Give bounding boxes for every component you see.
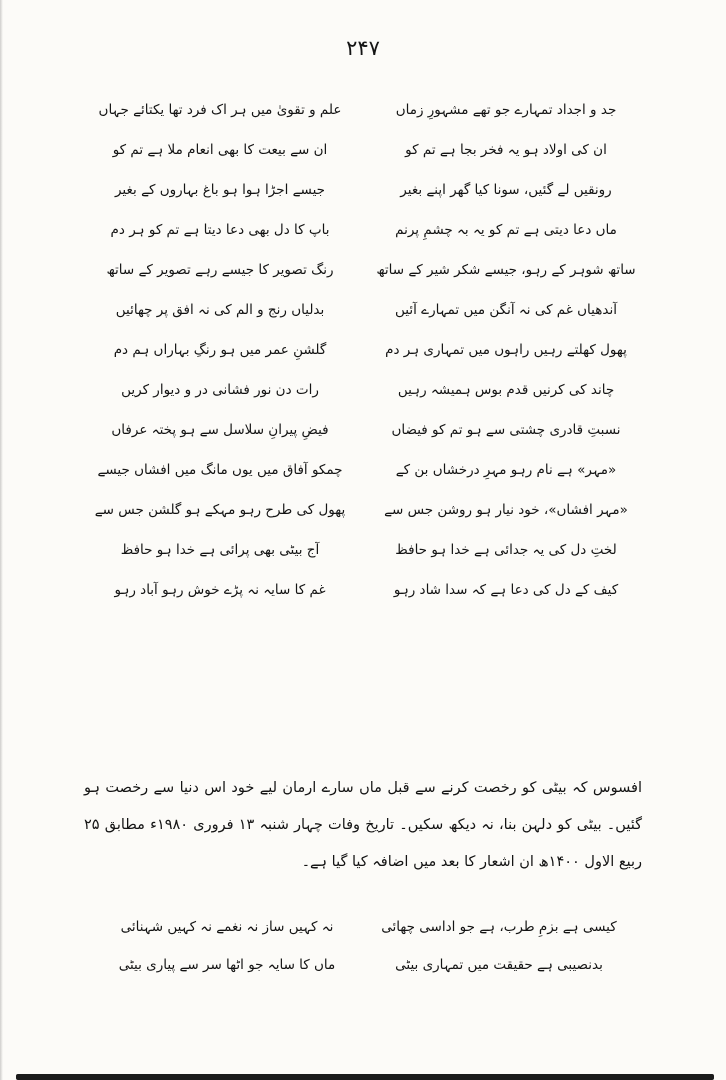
verse-line-left: باپ کا دل بھی دعا دیتا ہے تم کو ہر دم [110,222,330,238]
verse-line-left: ان سے بیعت کا بھی انعام ملا ہے تم کو [112,142,328,158]
verse-row [86,530,640,570]
verse-line-left: چمکو آفاق میں یوں مانگ میں افشاں جیسے [97,462,343,478]
verse-line-left: رنگ تصویر کا جیسے رہے تصویر کے ساتھ [106,262,334,278]
verse-row [86,210,640,250]
verse-line-right: نسبتِ قادری چشتی سے ہو تم کو فیضاں [391,422,621,438]
verse-row [86,570,640,610]
verse-row [86,370,640,410]
verse-line-left: جیسے اجڑا ہوا ہو باغ بہاروں کے بغیر [114,182,325,198]
verse-line-left: رات دن نور فشانی در و دیوار کریں [121,382,319,398]
verse-line-left: آج بیٹی بھی پرائی ہے خدا ہو حافظ [120,542,320,558]
verse-row [86,330,640,370]
prose-paragraph: افسوس کہ بیٹی کو رخصت کرنے سے قبل ماں سارے ارمان لیے خود اس دنیا سے رخصت ہو گئیں۔ بیٹی کو دلہن بنا، نہ دیکھ سکیں۔ تاریخ وفات چہار شنبہ ۱۳ فروری ۱۹۸۰ء مطابق ۲۵ ربیع الاول ۱۴۰۰ھ ان اشعار کا بعد میں اضافہ کیا گیا ہے۔ [84,780,642,870]
closing-couplets [100,908,626,984]
verse-row [86,290,640,330]
verse-line-right: ماں دعا دیتی ہے تم کو یہ بہ چشمِ پرنم [395,222,617,238]
verse-line-right: ان کی اولاد ہو یہ فخر بجا ہے تم کو [405,142,607,158]
verse-line-left: نہ کہیں ساز نہ نغمے نہ کہیں شہنائی [120,919,334,935]
verse-row [100,946,626,984]
verse-line-left: گلشنِ عمر میں ہو رنگِ بہاراں ہم دم [113,342,327,358]
verse-line-right: لختِ دل کی یہ جدائی ہے خدا ہو حافظ [395,542,617,558]
verse-row [86,250,640,290]
verse-line-right: چاند کی کرنیں قدم بوس ہمیشہ رہیں [397,382,615,398]
verse-line-left: غم کا سایہ نہ پڑے خوش رہو آباد رہو [114,582,326,598]
verse-line-right: کیسی ہے بزمِ طرب، ہے جو اداسی چھائی [381,919,617,935]
page-number: ۲۴۷ [346,36,380,60]
verse-line-right: «مہر» ہے نام رہو مہرِ درخشاں بن کے [395,462,617,478]
verse-line-right: بدنصیبی ہے حقیقت میں تمہاری بیٹی [395,957,603,973]
verse-row [100,908,626,946]
verse-line-right: ساتھ شوہر کے رہو، جیسے شکر شیر کے ساتھ [376,262,636,278]
verse-line-right: کیف کے دل کی دعا ہے کہ سدا شاد رہو [393,582,619,598]
verse-line-left: علم و تقویٰ میں ہر اک فرد تھا یکتائے جہاں [98,102,342,118]
verse-line-right: پھول کھلتے رہیں راہوں میں تمہاری ہر دم [385,342,627,358]
verse-row [86,490,640,530]
verse-line-left: پھول کی طرح رہو مہکے ہو گلشن جس سے [94,502,346,518]
scan-edge-shadow [0,0,3,1080]
verse-line-right: آندھیاں غم کی نہ آنگن میں تمہارے آئیں [395,302,617,318]
verse-row [86,130,640,170]
verse-row [86,170,640,210]
verse-row [86,90,640,130]
verse-line-left: ماں کا سایہ جو اٹھا سر سے پیاری بیٹی [118,957,336,973]
verse-line-right: جد و اجداد تمہارے جو تھے مشہورِ زماں [395,102,617,118]
poem-section [86,90,640,610]
verse-line-left: فیضِ پیرانِ سلاسل سے ہو پختہ عرفاں [111,422,329,438]
verse-line-left: بدلیاں رنج و الم کی نہ افق پر چھائیں [115,302,325,318]
verse-row [86,450,640,490]
verse-row [86,410,640,450]
verse-line-right: «مہر افشاں»، خود نیار ہو روشن جس سے [384,502,628,518]
verse-line-right: رونقیں لے گئیں، سونا کیا گھر اپنے بغیر [400,182,612,198]
scan-edge-line [16,1074,714,1080]
